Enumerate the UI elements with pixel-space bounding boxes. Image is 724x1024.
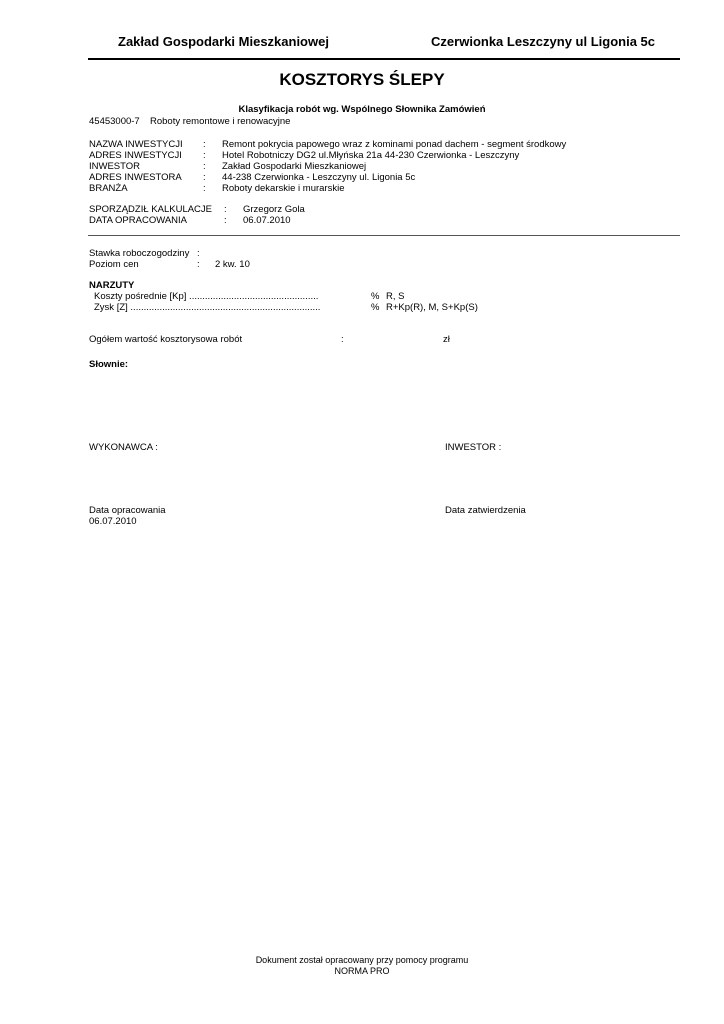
investment-address-label: ADRES INWESTYCJI — [89, 150, 182, 161]
header-address: Czerwionka Leszczyny ul Ligonia 5c — [431, 34, 655, 49]
colon: : — [197, 248, 200, 259]
preparation-date-label: Data opracowania — [89, 505, 166, 516]
document-title: KOSZTORYS ŚLEPY — [279, 70, 445, 89]
in-words-label: Słownie: — [89, 359, 129, 370]
colon: : — [203, 150, 206, 161]
colon: : — [224, 204, 227, 215]
total-label: Ogółem wartość kosztorysowa robót — [89, 334, 243, 345]
branch-value: Roboty dekarskie i murarskie — [222, 183, 345, 194]
percent-sign: % — [371, 291, 380, 302]
colon: : — [203, 139, 206, 150]
investor-address-label: ADRES INWESTORA — [89, 172, 182, 183]
header-rule — [88, 58, 680, 60]
contractor-label: WYKONAWCA : — [89, 442, 158, 453]
colon: : — [203, 172, 206, 183]
prepared-date-value: 06.07.2010 — [243, 215, 291, 226]
colon: : — [341, 334, 344, 345]
classification-code: 45453000-7 — [89, 116, 140, 127]
labour-rate-label: Stawka roboczogodziny — [89, 248, 190, 259]
investor-signature-label: INWESTOR : — [445, 442, 502, 453]
profit-basis: R+Kp(R), M, S+Kp(S) — [386, 302, 478, 313]
surcharges-heading: NARZUTY — [89, 280, 135, 291]
investment-address-value: Hotel Robotniczy DG2 ul.Młyńska 21a 44-230 Czerwionka - Leszczyny — [222, 150, 520, 161]
header-company: Zakład Gospodarki Mieszkaniowej — [118, 34, 329, 49]
prepared-date-label: DATA OPRACOWANIA — [89, 215, 188, 226]
colon: : — [224, 215, 227, 226]
footer — [0, 955, 724, 977]
investor-label: INWESTOR — [89, 161, 141, 172]
prepared-by-value: Grzegorz Gola — [243, 204, 305, 215]
approval-date-label: Data zatwierdzenia — [445, 505, 526, 516]
profit-label: Zysk [Z] ........................................................................ — [94, 302, 321, 313]
classification-heading: Klasyfikacja robót wg. Wspólnego Słownika Zamówień — [238, 104, 486, 115]
footer-line-2: NORMA PRO — [334, 966, 390, 976]
price-level-value: 2 kw. 10 — [215, 259, 250, 270]
investment-name-label: NAZWA INWESTYCJI — [89, 139, 183, 150]
investor-value: Zakład Gospodarki Mieszkaniowej — [222, 161, 367, 172]
colon: : — [203, 161, 206, 172]
percent-sign: % — [371, 302, 380, 313]
indirect-costs-basis: R, S — [386, 291, 405, 302]
indirect-costs-label: Koszty pośrednie [Kp] ................................................. — [94, 291, 319, 302]
preparation-date-value: 06.07.2010 — [89, 516, 137, 527]
classification-description: Roboty remontowe i renowacyjne — [150, 116, 291, 127]
section-divider — [88, 235, 680, 236]
prepared-by-label: SPORZĄDZIŁ KALKULACJE — [89, 204, 213, 215]
investment-name-value: Remont pokrycia papowego wraz z kominami ponad dachem - segment środkowy — [222, 139, 567, 150]
colon: : — [203, 183, 206, 194]
footer-line-1: Dokument został opracowany przy pomocy programu — [255, 955, 469, 965]
price-level-label: Poziom cen — [89, 259, 139, 270]
investor-address-value: 44-238 Czerwionka - Leszczyny ul. Ligonia 5c — [222, 172, 416, 183]
branch-label: BRANŻA — [89, 183, 128, 194]
colon: : — [197, 259, 200, 270]
total-currency: zł — [443, 334, 450, 345]
